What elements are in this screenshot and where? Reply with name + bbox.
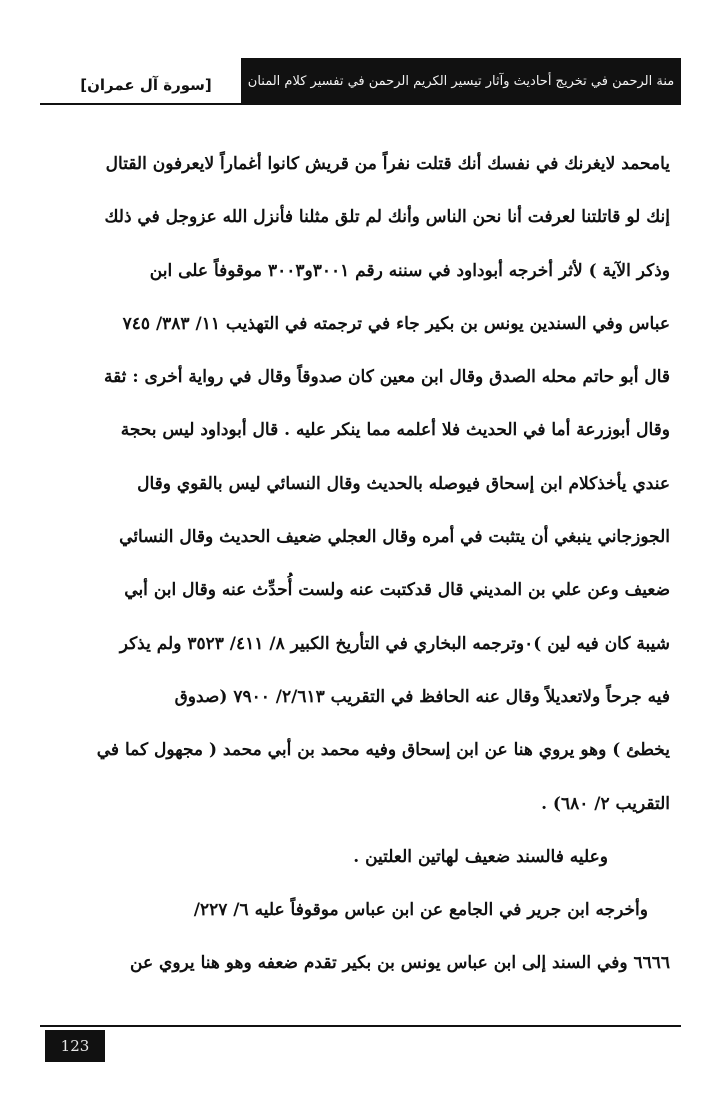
text-line: عندي يأخذكلام ابن إسحاق فيوصله بالحديث وقال النسائي ليس بالقوي وقال bbox=[137, 473, 670, 494]
text-line: وذكر الآية ) لأثر أخرجه أبوداود في سننه رقم ٣٠٠١و٣٠٠٣ موقوفاً على ابن bbox=[149, 260, 670, 281]
text-line: فيه جرحاً ولاتعديلاً وقال عنه الحافظ في التقريب ٢/٦١٣/ ٧٩٠٠ (صدوق bbox=[174, 686, 670, 707]
text-line: ٦٦٦٦ وفي السند إلى ابن عباس يونس بن بكير تقدم ضعفه وهو هنا يروي عن bbox=[130, 953, 670, 974]
text-line: شيبة كان فيه لين )٠وترجمه البخاري في التأريخ الكبير ٨/ ٤١١/ ٣٥٢٣ ولم يذكر bbox=[119, 633, 670, 654]
body-text bbox=[50, 138, 670, 991]
text-line: يامحمد لايغرنك في نفسك أنك قتلت نفراً من قريش كانوا أغماراً لايعرفون القتال bbox=[105, 154, 670, 174]
book-title-banner: منة الرحمن في تخريج أحاديث وآثار تيسير الكريم الرحمن في تفسير كلام المنان bbox=[241, 58, 681, 104]
text-line: وأخرجه ابن جرير في الجامع عن ابن عباس موقوفاً عليه ٦/ ٢٢٧/ bbox=[193, 900, 648, 921]
surah-label: [سورة آل عمران] bbox=[80, 76, 212, 94]
text-line: إنك لو قاتلتنا لعرفت أنا نحن الناس وأنك لم تلق مثلنا فأنزل الله عزوجل في ذلك bbox=[104, 207, 670, 228]
text-line: عباس وفي السندين يونس بن بكير جاء في ترجمته في التهذيب ١١/ ٣٨٣/ ٧٤٥ bbox=[122, 313, 670, 334]
text-line: التقريب ٢/ ٦٨٠) . bbox=[541, 793, 670, 814]
text-line: وقال أبوزرعة أما في الحديث فلا أعلمه مما ينكر عليه . قال أبوداود ليس بحجة bbox=[120, 420, 670, 441]
header-divider bbox=[40, 103, 681, 105]
page-number: 123 bbox=[45, 1030, 105, 1062]
text-line: ضعيف وعن علي بن المديني قال قدكتبت عنه ولست أُحدِّث عنه وقال ابن أبي bbox=[124, 580, 670, 601]
text-line: الجوزجاني ينبغي أن يتثبت في أمره وقال العجلي ضعيف الحديث وقال النسائي bbox=[119, 527, 670, 548]
footer-divider bbox=[40, 1025, 681, 1027]
text-line: قال أبو حاتم محله الصدق وقال ابن معين كان صدوقاً وقال في رواية أخرى : ثقة bbox=[103, 367, 670, 388]
text-line: وعليه فالسند ضعيف لهاتين العلتين . bbox=[353, 846, 608, 867]
text-line: يخطئ ) وهو يروي هنا عن ابن إسحاق وفيه محمد بن أبي محمد ( مجهول كما في bbox=[96, 740, 670, 761]
